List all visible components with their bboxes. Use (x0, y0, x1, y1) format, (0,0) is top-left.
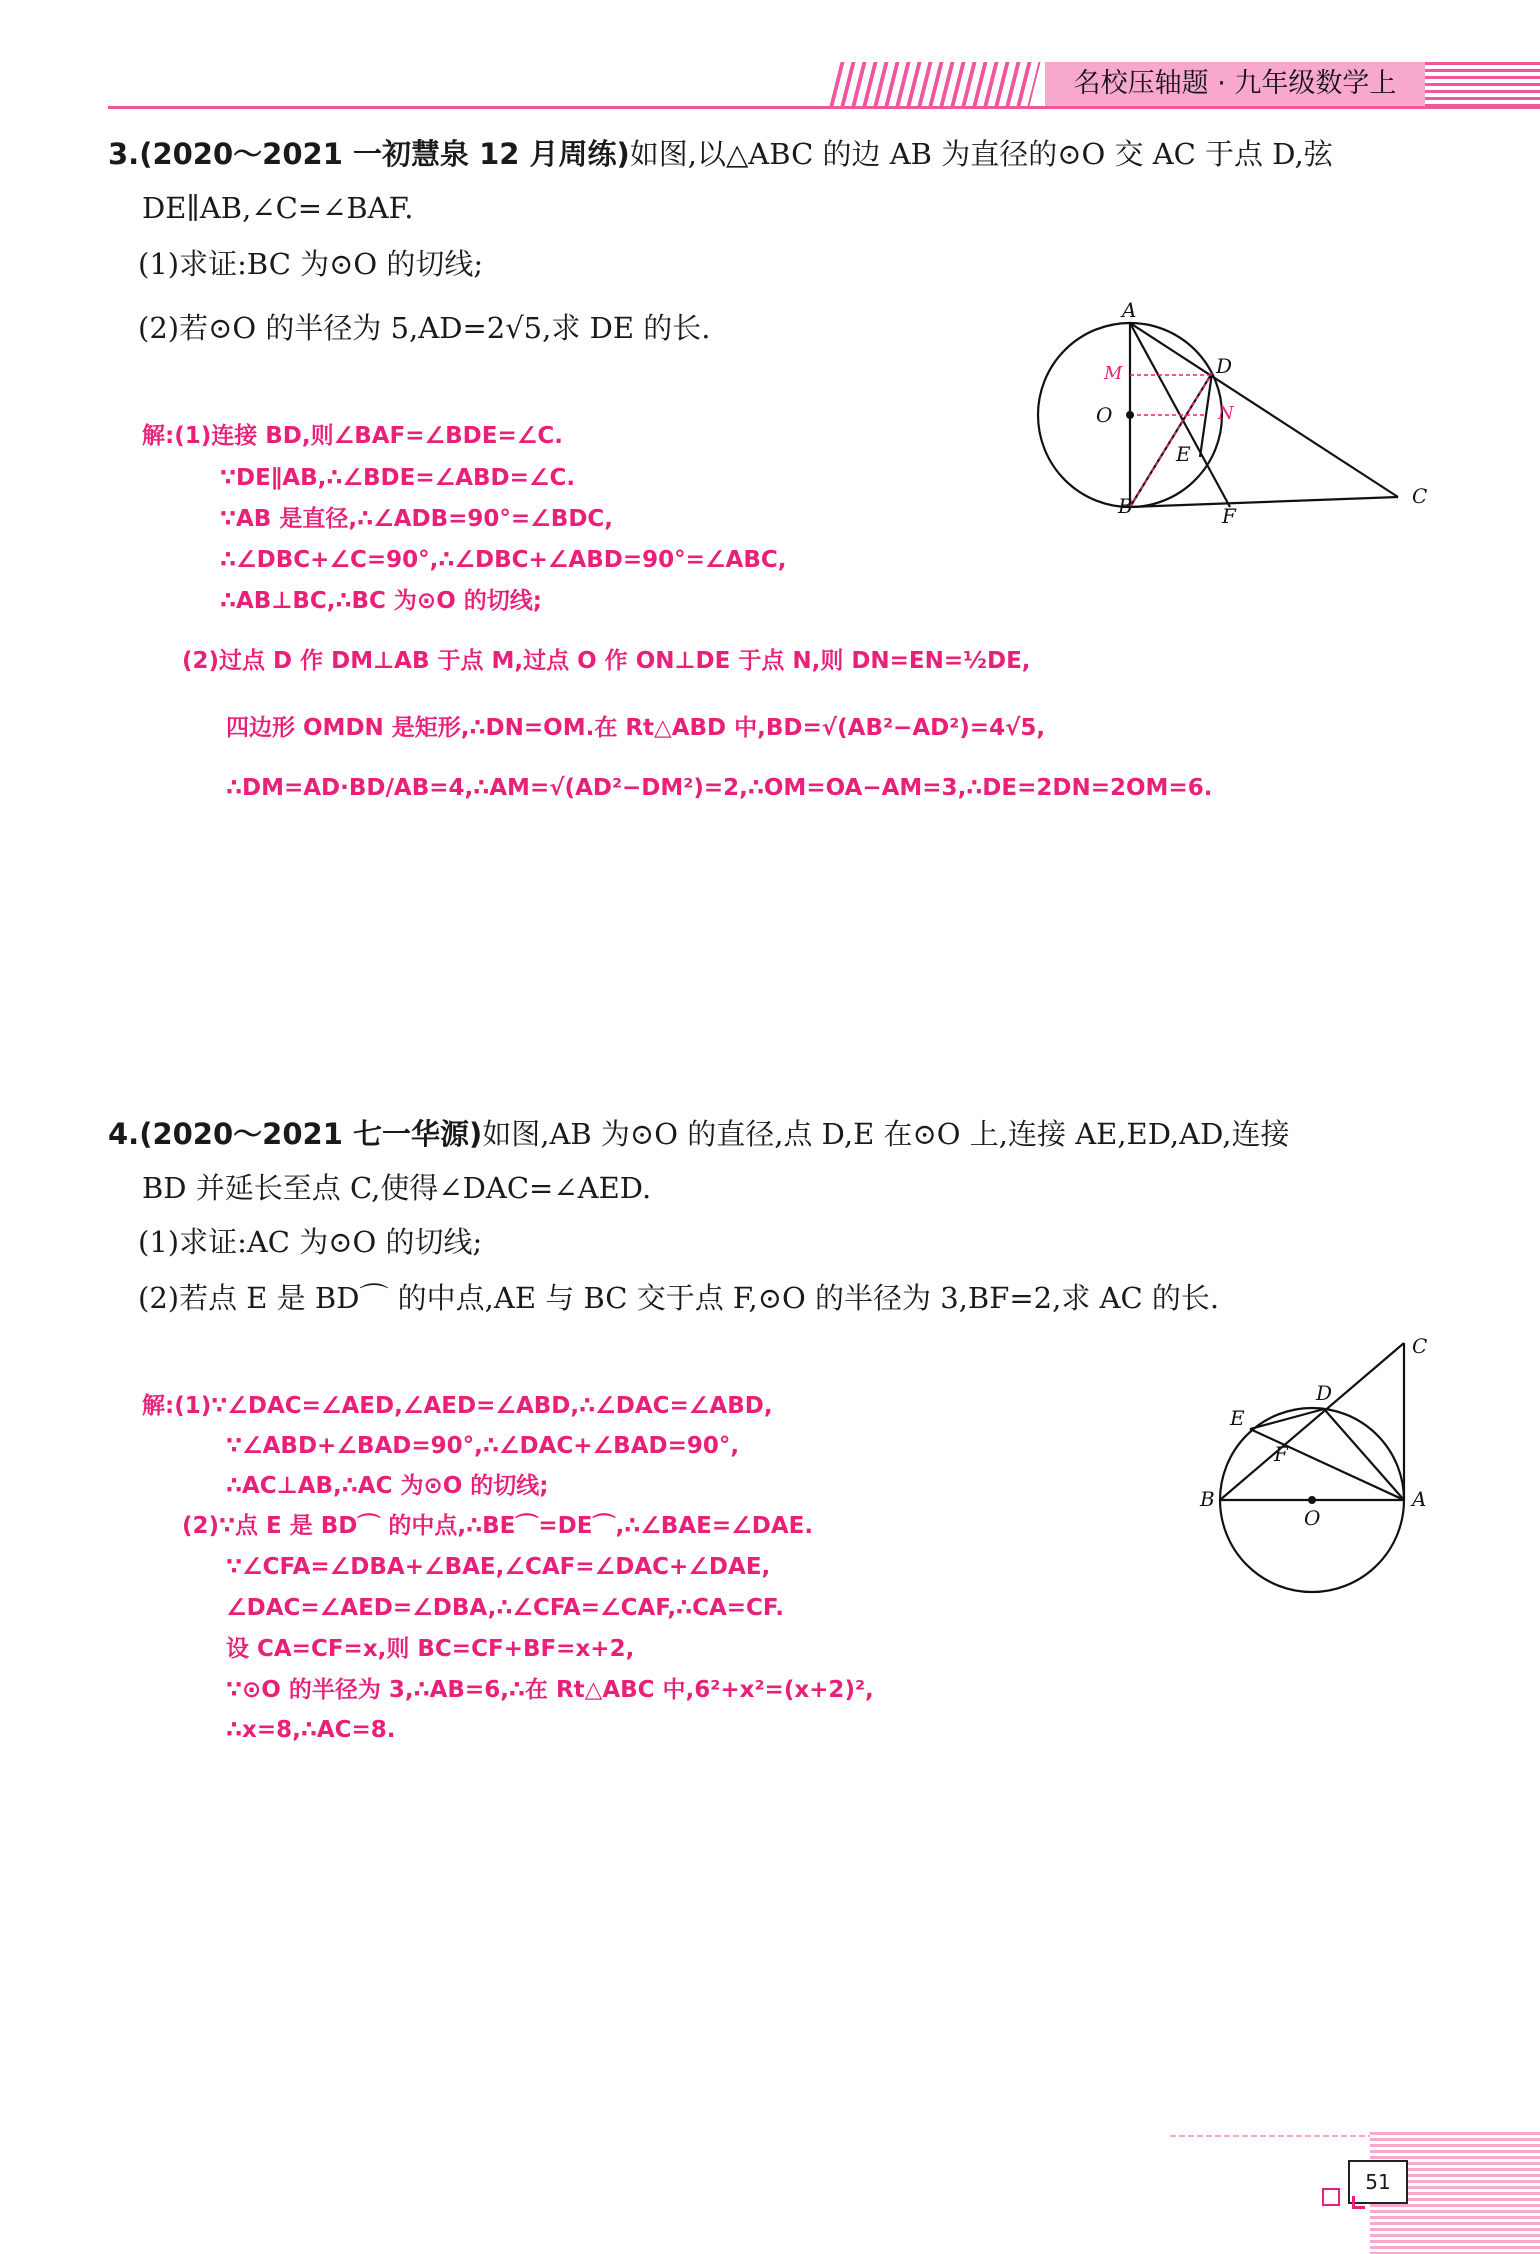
q3-label-B: B (1118, 494, 1133, 518)
footer-square-icon (1322, 2188, 1340, 2206)
q4-part2: (2)若点 E 是 BD⌒ 的中点,AE 与 BC 交于点 F,⊙O 的半径为 3,BF=2,求 AC 的长. (138, 1281, 1220, 1315)
header-title: 名校压轴题 · 九年级数学上 (1073, 68, 1397, 99)
q4-label-O: O (1304, 1506, 1321, 1530)
q3-label-O: O (1096, 403, 1113, 427)
q3-solution-line: ∴DM=AD·BD/AB=4,∴AM=√(AD²−DM²)=2,∴OM=OA−AM=3,∴DE=2DN=2OM=6. (226, 775, 1213, 801)
q4-text1: 如图,AB 为⊙O 的直径,点 D,E 在⊙O 上,连接 AE,ED,AD,连接 (482, 1117, 1290, 1151)
q4-solution-line: ∵∠CFA=∠DBA+∠BAE,∠CAF=∠DAC+∠DAE, (226, 1554, 771, 1580)
q4-part1: (1)求证:AC 为⊙O 的切线; (138, 1225, 483, 1259)
q3-solution-line: ∵DE∥AB,∴∠BDE=∠ABD=∠C. (220, 465, 576, 491)
q4-solution-line: ∵∠ABD+∠BAD=90°,∴∠DAC+∠BAD=90°, (226, 1433, 740, 1459)
q3-source: 3.(2020～2021 一初慧泉 12 月周练) (108, 137, 630, 171)
q4-label-E: E (1230, 1406, 1245, 1430)
q3-part2: (2)若⊙O 的半径为 5,AD=2√5,求 DE 的长. (138, 311, 711, 345)
q4-label-F: F (1274, 1442, 1288, 1466)
q3-solution-line: ∴AB⊥BC,∴BC 为⊙O 的切线; (220, 588, 542, 614)
q3-label-D: D (1216, 354, 1233, 378)
header-rule (108, 106, 1540, 109)
q3-solution-line: (2)过点 D 作 DM⊥AB 于点 M,过点 O 作 ON⊥DE 于点 N,则 DN=EN=½DE, (182, 648, 1031, 674)
q4-solution-line: ∵⊙O 的半径为 3,∴AB=6,∴在 Rt△ABC 中,6²+x²=(x+2)², (226, 1677, 874, 1703)
q4-solution-line: 解:(1)∵∠DAC=∠AED,∠AED=∠ABD,∴∠DAC=∠ABD, (142, 1393, 773, 1419)
q3-statement-line2: DE∥AB,∠C=∠BAF. (142, 191, 414, 225)
header-tail-stripes (1425, 62, 1540, 106)
q4-label-C: C (1412, 1334, 1428, 1358)
q3-solution-line: 四边形 OMDN 是矩形,∴DN=OM.在 Rt△ABD 中,BD=√(AB²−AD²)=4√5, (226, 715, 1046, 741)
q3-label-E: E (1176, 442, 1191, 466)
header-stripes (830, 62, 1041, 106)
q4-statement-line1 (108, 1114, 1290, 1154)
q4-figure (1190, 1325, 1450, 1605)
q3-label-F: F (1222, 504, 1236, 528)
q4-solution-line: 设 CA=CF=x,则 BC=CF+BF=x+2, (226, 1636, 635, 1662)
q4-solution-line: ∴x=8,∴AC=8. (226, 1717, 396, 1743)
q3-solution-line: ∴∠DBC+∠C=90°,∴∠DBC+∠ABD=90°=∠ABC, (220, 547, 787, 573)
q3-statement-line1 (108, 134, 1333, 174)
q4-label-D: D (1316, 1381, 1333, 1405)
q4-label-A: A (1412, 1487, 1427, 1511)
q3-solution-line: ∵AB 是直径,∴∠ADB=90°=∠BDC, (220, 506, 614, 532)
q3-figure (1030, 295, 1460, 535)
q3-label-N: N (1218, 403, 1234, 424)
page-number: 51 (1348, 2160, 1408, 2204)
q3-label-C: C (1412, 484, 1428, 508)
q4-solution-line: (2)∵点 E 是 BD⌒ 的中点,∴BE⌒=DE⌒,∴∠BAE=∠DAE. (182, 1513, 814, 1539)
q3-solution-line: 解:(1)连接 BD,则∠BAF=∠BDE=∠C. (142, 423, 563, 449)
q4-solution-line: ∴AC⊥AB,∴AC 为⊙O 的切线; (226, 1473, 549, 1499)
footer-corner-icon (1352, 2196, 1365, 2209)
q3-label-M: M (1104, 363, 1123, 384)
q4-solution-line: ∠DAC=∠AED=∠DBA,∴∠CFA=∠CAF,∴CA=CF. (226, 1595, 784, 1621)
q4-statement-line2: BD 并延长至点 C,使得∠DAC=∠AED. (142, 1171, 652, 1205)
footer-rule (1170, 2135, 1370, 2137)
q3-label-A: A (1122, 298, 1137, 322)
q4-source: 4.(2020～2021 七一华源) (108, 1117, 483, 1151)
q4-label-B: B (1200, 1487, 1215, 1511)
q3-text1: 如图,以△ABC 的边 AB 为直径的⊙O 交 AC 于点 D,弦 (629, 137, 1333, 171)
q3-part1: (1)求证:BC 为⊙O 的切线; (138, 247, 484, 281)
